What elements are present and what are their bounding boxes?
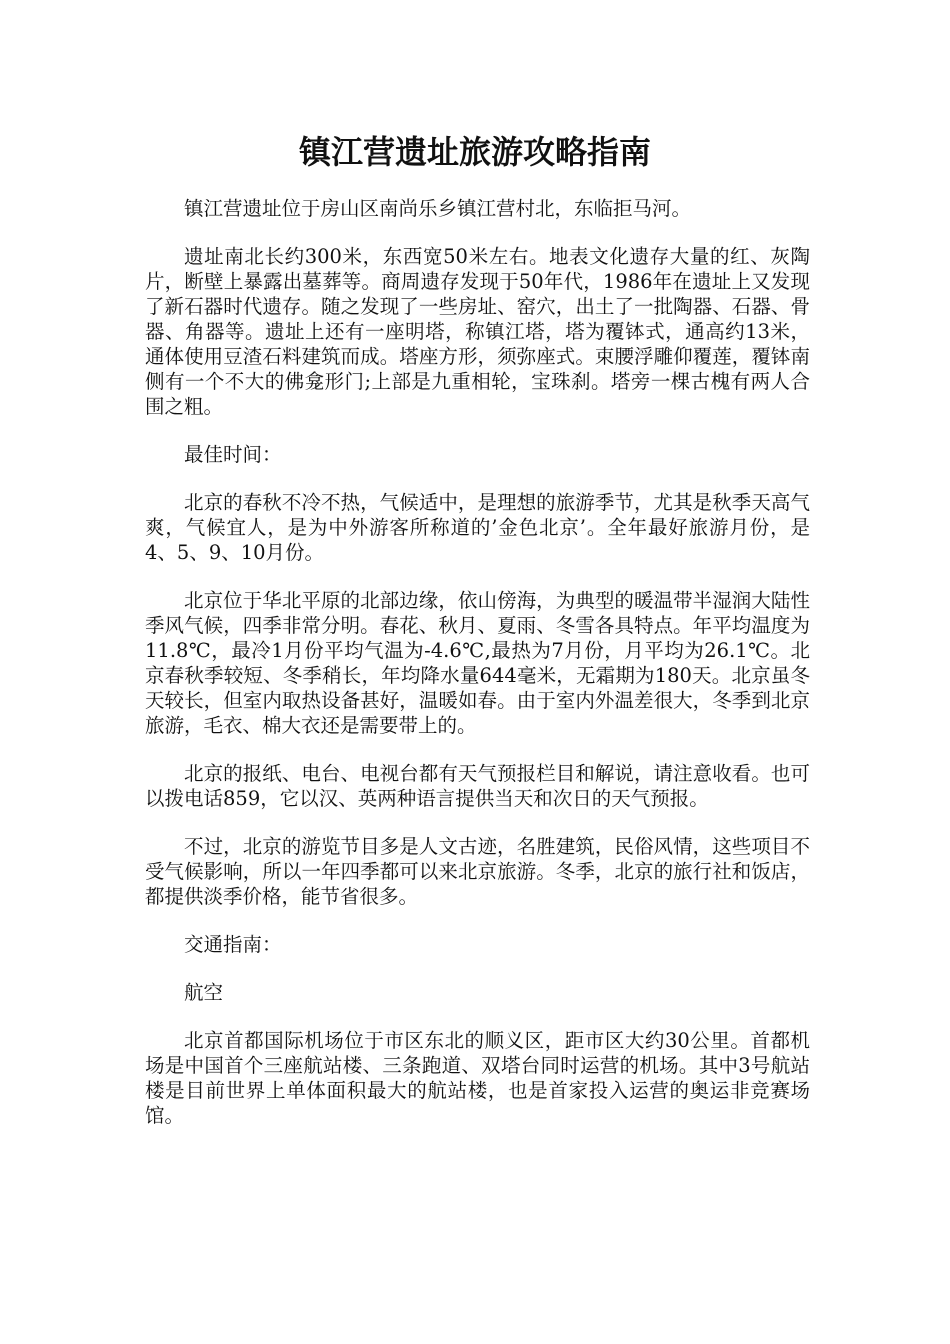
paragraph-site-description: 遗址南北长约300米，东西宽50米左右。地表文化遗存大量的红、灰陶片，断壁上暴露出墓葬等。商周遗存发现于50年代，1986年在遗址上又发现了新石器时代遗存。随之发现了一些房址、窑穴，出土了一批陶器、石器、骨器、角器等。遗址上还有一座明塔，称镇江塔，塔为覆钵式，通高约13米，通体使用豆渣石料建筑而成。塔座方形，须弥座式。束腰浮雕仰覆莲，覆钵南侧有一个不大的佛龛形门;上部是九重相轮，宝珠刹。塔旁一棵古槐有两人合围之粗。 [145,245,810,418]
document-body [145,196,810,1151]
paragraph-off-season: 不过，北京的游览节目多是人文古迹，名胜建筑，民俗风情，这些项目不受气候影响，所以一年四季都可以来北京旅游。冬季，北京的旅行社和饭店，都提供淡季价格，能节省很多。 [145,835,810,908]
heading-transport: 交通指南： [184,933,282,956]
paragraph-season: 北京的春秋不冷不热，气候适中，是理想的旅游季节，尤其是秋季天高气爽，气候宜人，是为中外游客所称道的’金色北京’。全年最好旅游月份，是4、5、9、10月份。 [145,491,810,564]
paragraph-airport: 北京首都国际机场位于市区东北的顺义区，距市区大约30公里。首都机场是中国首个三座航站楼、三条跑道、双塔台同时运营的机场。其中3号航站楼是目前世界上单体面积最大的航站楼，也是首家投入运营的奥运非竞赛场馆。 [145,1029,810,1127]
paragraph-climate: 北京位于华北平原的北部边缘，依山傍海，为典型的暖温带半湿润大陆性季风气候，四季非常分明。春花、秋月、夏雨、冬雪各具特点。年平均温度为11.8℃，最冷1月份平均气温为-4.6℃,最热为7月份，月平均为26.1℃。北京春秋季较短、冬季稍长，年均降水量644毫米，无霜期为180天。北京虽冬天较长，但室内取热设备甚好，温暖如春。由于室内外温差很大，冬季到北京旅游，毛衣、棉大衣还是需要带上的。 [145,589,810,737]
document-title: 镇江营遗址旅游攻略指南 [298,133,651,171]
paragraph-location: 镇江营遗址位于房山区南尚乐乡镇江营村北，东临拒马河。 [184,197,692,220]
heading-best-time: 最佳时间： [184,443,282,466]
heading-aviation: 航空 [184,981,224,1004]
paragraph-weather-forecast: 北京的报纸、电台、电视台都有天气预报栏目和解说，请注意收看。也可以拨电话859，它以汉、英两种语言提供当天和次日的天气预报。 [145,762,810,810]
